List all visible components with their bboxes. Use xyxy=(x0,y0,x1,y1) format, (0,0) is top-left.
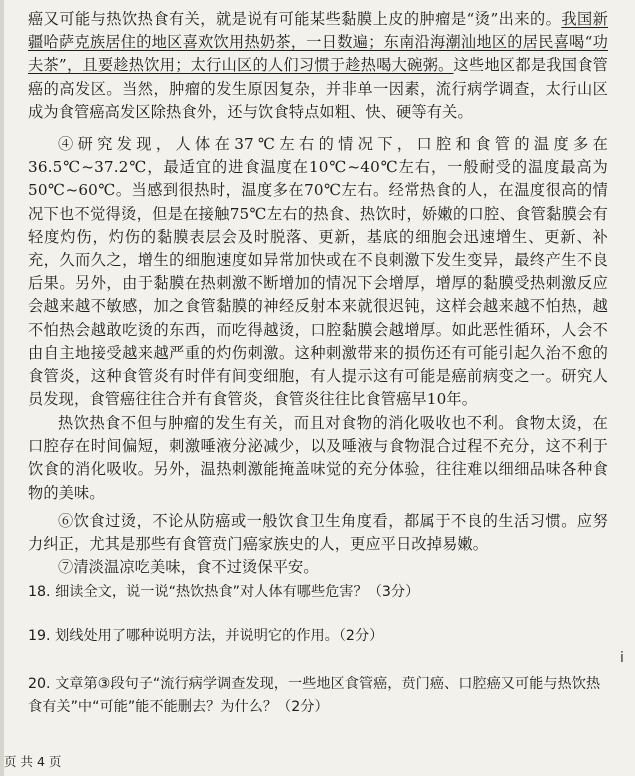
paragraph-5 xyxy=(28,412,608,505)
page-footer: 页 共 4 页 xyxy=(4,754,62,769)
paragraph-6 xyxy=(28,510,608,556)
paragraph-3-continued xyxy=(28,8,608,124)
page-edge xyxy=(0,0,4,776)
question-20: 20. 文章第③段句子“流行病学调查发现，一些地区食管癌，贲门癌、口腔癌又可能与热饮热食有关”中“可能”能不能删去？为什么？（2分） xyxy=(28,676,601,715)
paragraph-text: ④研究发现，人体在37℃左右的情况下，口腔和食管的温度多在36.5℃~37.2℃，最适宜的进食温度在10℃~40℃左右，一般耐受的温度最高为50℃~60℃。当感到很热时，温度多在70℃左右。经常热食的人，在温度很高的情况下也不觉得烫，但是在接触75℃左右的热食、热饮时，娇嫩的口腔、食管黏膜会有轻度灼伤，灼伤的黏膜表层会及时脱落、更新，基底的细胞会迅速增生、更新、补充，久而久之，增生的细胞速度如异常加快或在不良刺激下发生变异，最终产生不良后果。另外，由于黏膜在热刺激不断增加的情况下会增厚，增厚的黏膜受热刺激反应会越来越不敏感，加之食管黏膜的神经反射本来就很迟钝，这样会越来越不怕热，越不怕热会越敢吃烫的东西，而吃得越烫，口腔黏膜会越增厚。如此恶性循环，人会不由自主地接受越来越严重的灼伤刺激。这种刺激带来的损伤还有可能引起久治不愈的食管炎，这种食管炎有时伴有间变细胞，有人提示这有可能是癌前病变之一。研究人员发现，食管癌往往合并有食管炎，食管炎往往比食管癌早10年。 xyxy=(28,135,608,409)
margin-mark: i xyxy=(620,650,624,666)
question-18: 18. 细读全文，说一说“热饮热食”对人体有哪些危害？（3分） xyxy=(28,584,420,600)
paragraph-text: ⑦清淡温凉吃美味，食不过烫保平安。 xyxy=(58,558,319,576)
paragraph-text: 这些地区都是我国食管癌的高发区。当然，肿瘤的发生原因复杂，并非单一因素，流行病学调查，太行山区成为食管癌高发区除热食外，还与饮食特点如粗、快、硬等有关。 xyxy=(28,56,609,121)
paragraph-text: 癌又可能与热饮热食有关，就是说有可能某些黏膜上皮的肿瘤是“烫”出来的。 xyxy=(28,10,562,28)
paragraph-text: ⑥饮食过烫，不论从防癌或一般饮食卫生角度看，都属于不良的生活习惯。应努力纠正，尤其是那些有食管贲门癌家族史的人，更应平日改掉易嫩。 xyxy=(28,512,608,554)
underlined-example-text: 我国新疆哈萨克族居住的地区喜欢饮用热奶茶，一日数遍；东南沿海潮汕地区的居民喜喝“功夫茶”，且要趁热饮用；太行山区的人们习惯于趁热喝大碗粥。 xyxy=(28,10,609,75)
question-19: 19. 划线处用了哪种说明方法，并说明它的作用。（2分） xyxy=(28,628,384,644)
paragraph-text: 热饮热食不但与肿瘤的发生有关，而且对食物的消化吸收也不利。食物太烫，在口腔存在时间偏短，刺激唾液分泌减少，以及唾液与食物混合过程不充分，这不利于饮食的消化吸收。另外，温热刺激能掩盖味觉的充分体验，往往难以细细品味各种食物的美味。 xyxy=(28,414,608,502)
paragraph-7 xyxy=(28,556,608,579)
paragraph-4 xyxy=(28,133,608,411)
